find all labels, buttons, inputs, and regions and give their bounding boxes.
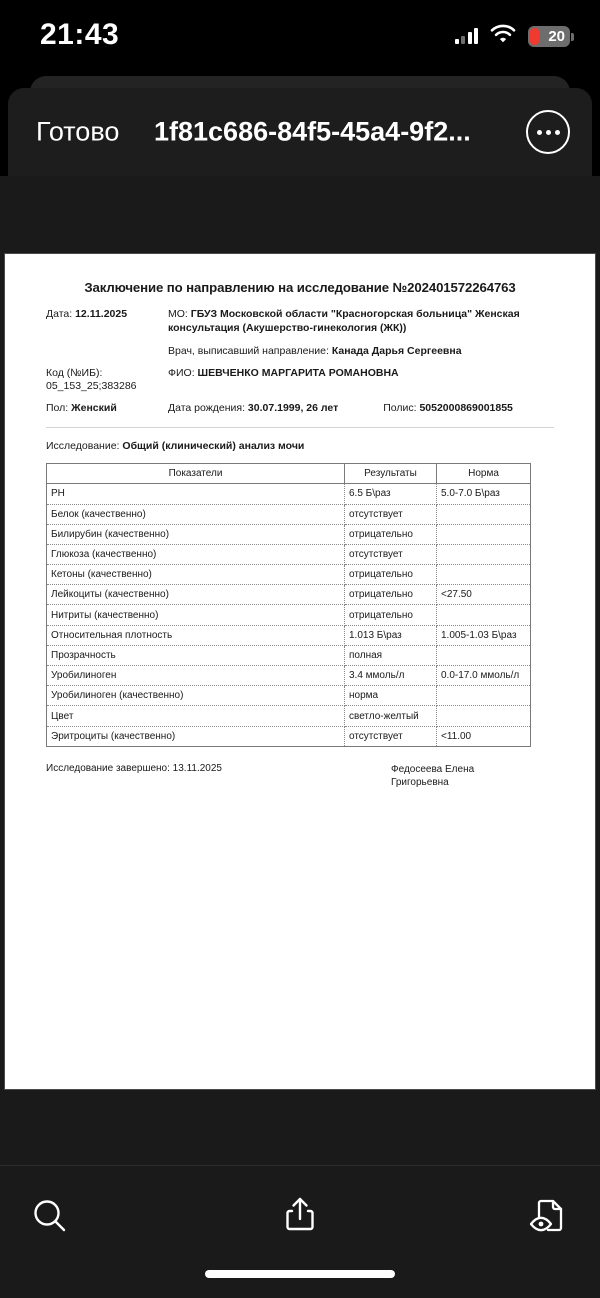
doctor-field xyxy=(168,345,554,359)
cell-result: светло-желтый xyxy=(345,706,437,726)
cell-result: отрицательно xyxy=(345,565,437,585)
sex-label: Пол: xyxy=(46,402,69,415)
cell-indicator: Кетоны (качественно) xyxy=(47,565,345,585)
date-field xyxy=(46,308,168,336)
table-row xyxy=(47,666,531,686)
table-row xyxy=(47,726,531,746)
mo-value: ГБУЗ Московской области "Красногорская больница" Женская консультация (Акушерство-гинекология (ЖК)) xyxy=(168,308,520,334)
cell-result: отсутствует xyxy=(345,544,437,564)
cell-norm xyxy=(437,686,531,706)
table-row xyxy=(47,645,531,665)
table-row xyxy=(47,565,531,585)
doctor-label: Врач, выписавший направление: xyxy=(168,344,329,357)
cell-indicator: PH xyxy=(47,484,345,504)
cell-indicator: Относительная плотность xyxy=(47,625,345,645)
header-row-sex-birth-policy xyxy=(46,402,554,416)
study-line xyxy=(46,440,554,452)
cell-result: отсутствует xyxy=(345,726,437,746)
cell-result: отрицательно xyxy=(345,585,437,605)
table-row xyxy=(47,585,531,605)
status-bar-indicators xyxy=(455,24,571,48)
table-row xyxy=(47,544,531,564)
document-body xyxy=(5,280,595,789)
sex-field xyxy=(46,402,168,416)
cell-result: отсутствует xyxy=(345,504,437,524)
document-page[interactable] xyxy=(4,253,596,1090)
cell-result: 6.5 Б\раз xyxy=(345,484,437,504)
header-row-code-fio xyxy=(46,367,554,395)
cell-indicator: Прозрачность xyxy=(47,645,345,665)
cell-indicator: Белок (качественно) xyxy=(47,504,345,524)
patient-header xyxy=(46,308,554,416)
done-button[interactable]: Готово xyxy=(36,116,120,147)
policy-value: 5052000869001855 xyxy=(419,402,513,415)
column-header-norm: Норма xyxy=(437,464,531,484)
signer-line-2: Григорьевна xyxy=(391,776,449,788)
signer-line-1: Федосеева Елена xyxy=(391,763,475,775)
sex-value: Женский xyxy=(71,402,117,415)
bottom-toolbar xyxy=(0,1165,600,1298)
status-bar-time: 21:43 xyxy=(40,18,120,51)
battery-icon xyxy=(528,26,570,47)
share-button[interactable] xyxy=(272,1190,328,1246)
cell-indicator: Глюкоза (качественно) xyxy=(47,544,345,564)
cell-norm xyxy=(437,605,531,625)
cell-indicator: Нитриты (качественно) xyxy=(47,605,345,625)
cell-indicator: Цвет xyxy=(47,706,345,726)
cell-result: отрицательно xyxy=(345,605,437,625)
results-table-head xyxy=(47,464,531,484)
cell-result: 3.4 ммоль/л xyxy=(345,666,437,686)
header-row-doctor xyxy=(46,345,554,359)
cell-norm xyxy=(437,504,531,524)
cell-norm: 5.0-7.0 Б\раз xyxy=(437,484,531,504)
document-preview-icon xyxy=(528,1194,572,1243)
results-table-body xyxy=(47,484,531,746)
cell-indicator: Уробилиноген xyxy=(47,666,345,686)
table-row xyxy=(47,484,531,504)
doctor-value: Канада Дарья Сергеевна xyxy=(331,344,462,357)
table-row xyxy=(47,686,531,706)
cell-norm xyxy=(437,544,531,564)
cell-norm: <27.50 xyxy=(437,585,531,605)
birth-value: 30.07.1999, 26 лет xyxy=(247,402,339,415)
fio-field xyxy=(168,367,554,395)
column-header-indicator: Показатели xyxy=(47,464,345,484)
report-footer xyxy=(46,763,554,789)
completed-text: Исследование завершено: 13.11.2025 xyxy=(46,762,222,774)
table-row xyxy=(47,625,531,645)
ellipsis-icon[interactable] xyxy=(526,110,570,154)
table-row xyxy=(47,504,531,524)
battery-percent: 20 xyxy=(548,27,565,45)
fio-value: ШЕВЧЕНКО МАРГАРИТА РОМАНОВНА xyxy=(197,366,399,379)
cell-norm: 1.005-1.03 Б\раз xyxy=(437,625,531,645)
navigation-bar xyxy=(8,88,592,176)
birth-policy-field xyxy=(168,402,554,416)
table-row xyxy=(47,524,531,544)
status-bar xyxy=(0,0,600,72)
document-title: 1f81c686-84f5-45a4-9f2... xyxy=(154,116,471,147)
cell-result: полная xyxy=(345,645,437,665)
policy-label: Полис: xyxy=(383,402,417,415)
table-row xyxy=(47,605,531,625)
fio-label: ФИО: xyxy=(168,366,195,379)
policy-group xyxy=(383,402,513,416)
cell-indicator: Эритроциты (качественно) xyxy=(47,726,345,746)
wifi-icon xyxy=(490,24,516,48)
home-indicator[interactable] xyxy=(205,1270,395,1278)
date-value: 12.11.2025 xyxy=(75,308,128,320)
share-icon xyxy=(280,1194,320,1243)
table-header-row xyxy=(47,464,531,484)
cell-norm xyxy=(437,524,531,544)
cell-result: 1.013 Б\раз xyxy=(345,625,437,645)
cell-indicator: Уробилиноген (качественно) xyxy=(47,686,345,706)
cellular-signal-icon xyxy=(455,28,479,44)
cell-result: норма xyxy=(345,686,437,706)
cell-indicator: Лейкоциты (качественно) xyxy=(47,585,345,605)
code-label: Код (№ИБ): xyxy=(46,366,103,379)
search-icon xyxy=(30,1196,70,1241)
cell-result: отрицательно xyxy=(345,524,437,544)
header-divider xyxy=(46,427,554,428)
cell-norm: 0.0-17.0 ммоль/л xyxy=(437,666,531,686)
study-label: Исследование: xyxy=(46,440,120,453)
date-label: Дата: xyxy=(46,308,73,320)
doctor-spacer xyxy=(46,345,168,359)
results-table xyxy=(46,463,531,747)
code-value: 05_153_25;383286 xyxy=(46,380,137,393)
birth-label: Дата рождения: xyxy=(168,402,245,415)
table-row xyxy=(47,706,531,726)
study-value: Общий (клинический) анализ мочи xyxy=(122,440,305,453)
cell-indicator: Билирубин (качественно) xyxy=(47,524,345,544)
mo-label: МО: xyxy=(168,308,188,320)
signer-block xyxy=(391,763,554,789)
code-field xyxy=(46,367,168,395)
column-header-result: Результаты xyxy=(345,464,437,484)
medical-org-field xyxy=(168,308,554,336)
cell-norm xyxy=(437,706,531,726)
report-heading: Заключение по направлению на исследование №202401572264763 xyxy=(84,280,516,295)
preview-button[interactable] xyxy=(522,1190,578,1246)
cell-norm: <11.00 xyxy=(441,730,472,742)
cell-norm xyxy=(437,565,531,585)
cell-norm xyxy=(437,645,531,665)
search-button[interactable] xyxy=(22,1190,78,1246)
header-row-date-mo xyxy=(46,308,554,336)
